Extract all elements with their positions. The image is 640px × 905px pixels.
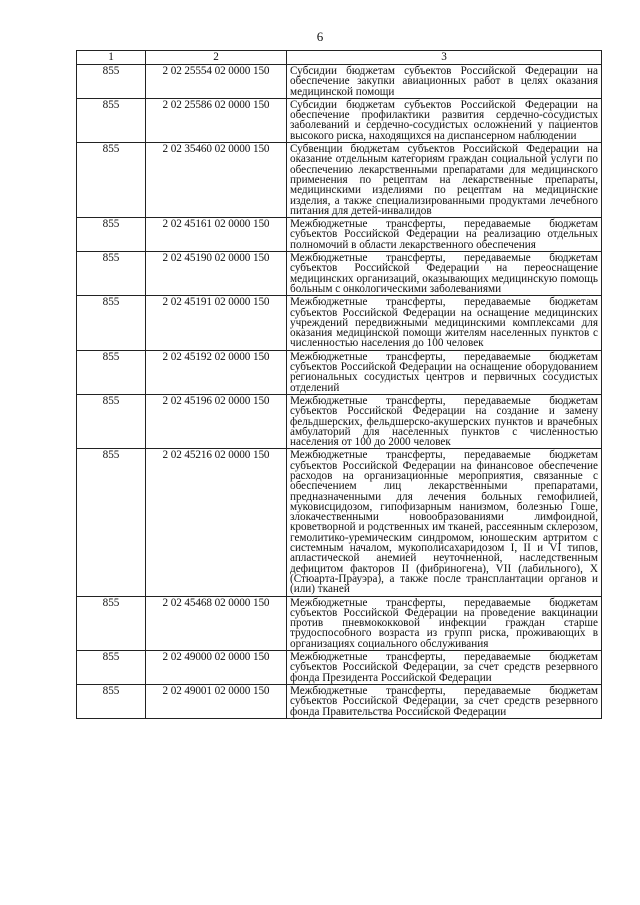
admin-code-cell: 855 — [77, 252, 146, 296]
table-row — [77, 350, 602, 394]
table-row — [77, 394, 602, 448]
admin-code-cell: 855 — [77, 65, 146, 99]
kbk-code-cell: 2 02 45192 02 0000 150 — [146, 350, 287, 394]
kbk-code-cell: 2 02 45216 02 0000 150 — [146, 449, 287, 596]
table-row — [77, 98, 602, 142]
description-cell: Межбюджетные трансферты, передаваемые бюджетам субъектов Российской Федерации на проведение вакцинации против пневмококковой инфекции граждан старше трудоспособного возраста из групп риска, проживающих в организациях социального обслуживания — [287, 596, 602, 650]
table-row — [77, 684, 602, 718]
description-cell: Межбюджетные трансферты, передаваемые бюджетам субъектов Российской Федерации на финансовое обеспечение расходов на организационные мероприятия, связанные с обеспечением лиц лекарственными препаратами, предназначенными для лечения больных гемофилией, муковисцидозом, гипофизарным нанизмом, болезнью Гоше, злокачественными новообразованиями лимфоидной, кроветворной и родственных им тканей, рассеянным склерозом, гемолитико-уремическим синдромом, юношеским артритом с системным началом, мукополисахаридозом I, II и VI типов, апластической анемией неуточненной, наследственным дефицитом факторов II (фибриногена), VII (лабильного), X (Стюарта-Прауэра), а также после трансплантации органов и (или) тканей — [287, 449, 602, 596]
description-cell: Субсидии бюджетам субъектов Российской Федерации на обеспечение закупки авиационных работ в целях оказания медицинской помощи — [287, 65, 602, 99]
description-cell: Субсидии бюджетам субъектов Российской Федерации на обеспечение профилактики развития сердечно-сосудистых заболеваний и сердечно-сосудистых осложнений у пациентов высокого риска, находящихся на диспансерном наблюдении — [287, 98, 602, 142]
kbk-code-cell: 2 02 25554 02 0000 150 — [146, 65, 287, 99]
kbk-code-cell: 2 02 25586 02 0000 150 — [146, 98, 287, 142]
table-row — [77, 65, 602, 99]
admin-code-cell: 855 — [77, 143, 146, 218]
admin-code-cell: 855 — [77, 218, 146, 252]
table-row — [77, 651, 602, 685]
kbk-code-cell: 2 02 45161 02 0000 150 — [146, 218, 287, 252]
description-cell: Межбюджетные трансферты, передаваемые бюджетам субъектов Российской Федерации, за счет средств резервного фонда Правительства Российской Федерации — [287, 684, 602, 718]
table-row — [77, 449, 602, 596]
page-number: 6 — [316, 29, 324, 44]
budget-classification-table — [76, 50, 602, 719]
description-cell: Межбюджетные трансферты, передаваемые бюджетам субъектов Российской Федерации на переоснащение медицинских организаций, оказывающих медицинскую помощь больным с онкологическими заболеваниями — [287, 252, 602, 296]
admin-code-cell: 855 — [77, 98, 146, 142]
table-row — [77, 218, 602, 252]
kbk-code-cell: 2 02 45196 02 0000 150 — [146, 394, 287, 448]
description-cell: Межбюджетные трансферты, передаваемые бюджетам субъектов Российской Федерации на оснащение оборудованием региональных сосудистых центров и первичных сосудистых отделений — [287, 350, 602, 394]
table-row — [77, 143, 602, 218]
table-header-row — [77, 51, 602, 65]
admin-code-cell: 855 — [77, 350, 146, 394]
column-header-1: 1 — [77, 51, 146, 65]
kbk-code-cell: 2 02 45191 02 0000 150 — [146, 296, 287, 350]
admin-code-cell: 855 — [77, 394, 146, 448]
table-row — [77, 252, 602, 296]
kbk-code-cell: 2 02 49000 02 0000 150 — [146, 651, 287, 685]
admin-code-cell: 855 — [77, 296, 146, 350]
kbk-code-cell: 2 02 49001 02 0000 150 — [146, 684, 287, 718]
kbk-code-cell: 2 02 35460 02 0000 150 — [146, 143, 287, 218]
table-row — [77, 596, 602, 650]
description-cell: Межбюджетные трансферты, передаваемые бюджетам субъектов Российской Федерации, за счет средств резервного фонда Президента Российской Федерации — [287, 651, 602, 685]
column-header-3: 3 — [287, 51, 602, 65]
description-cell: Межбюджетные трансферты, передаваемые бюджетам субъектов Российской Федерации на оснащение медицинских учреждений передвижными медицинскими комплексами для оказания медицинской помощи жителям населенных пунктов с численностью населения до 100 человек — [287, 296, 602, 350]
description-cell: Межбюджетные трансферты, передаваемые бюджетам субъектов Российской Федерации на создание и замену фельдшерских, фельдшерско-акушерских пунктов и врачебных амбулаторий для населенных пунктов с численностью населения от 100 до 2000 человек — [287, 394, 602, 448]
kbk-code-cell: 2 02 45468 02 0000 150 — [146, 596, 287, 650]
description-cell: Субвенции бюджетам субъектов Российской Федерации на оказание отдельным категориям граждан социальной услуги по обеспечению лекарственными препаратами для медицинского применения по рецептам на лекарственные препараты, медицинскими изделиями по рецептам на медицинские изделия, а также специализированными продуктами лечебного питания для детей-инвалидов — [287, 143, 602, 218]
kbk-code-cell: 2 02 45190 02 0000 150 — [146, 252, 287, 296]
admin-code-cell: 855 — [77, 449, 146, 596]
admin-code-cell: 855 — [77, 651, 146, 685]
admin-code-cell: 855 — [77, 596, 146, 650]
description-cell: Межбюджетные трансферты, передаваемые бюджетам субъектов Российской Федерации на реализацию отдельных полномочий в области лекарственного обеспечения — [287, 218, 602, 252]
table-row — [77, 296, 602, 350]
admin-code-cell: 855 — [77, 684, 146, 718]
column-header-2: 2 — [146, 51, 287, 65]
